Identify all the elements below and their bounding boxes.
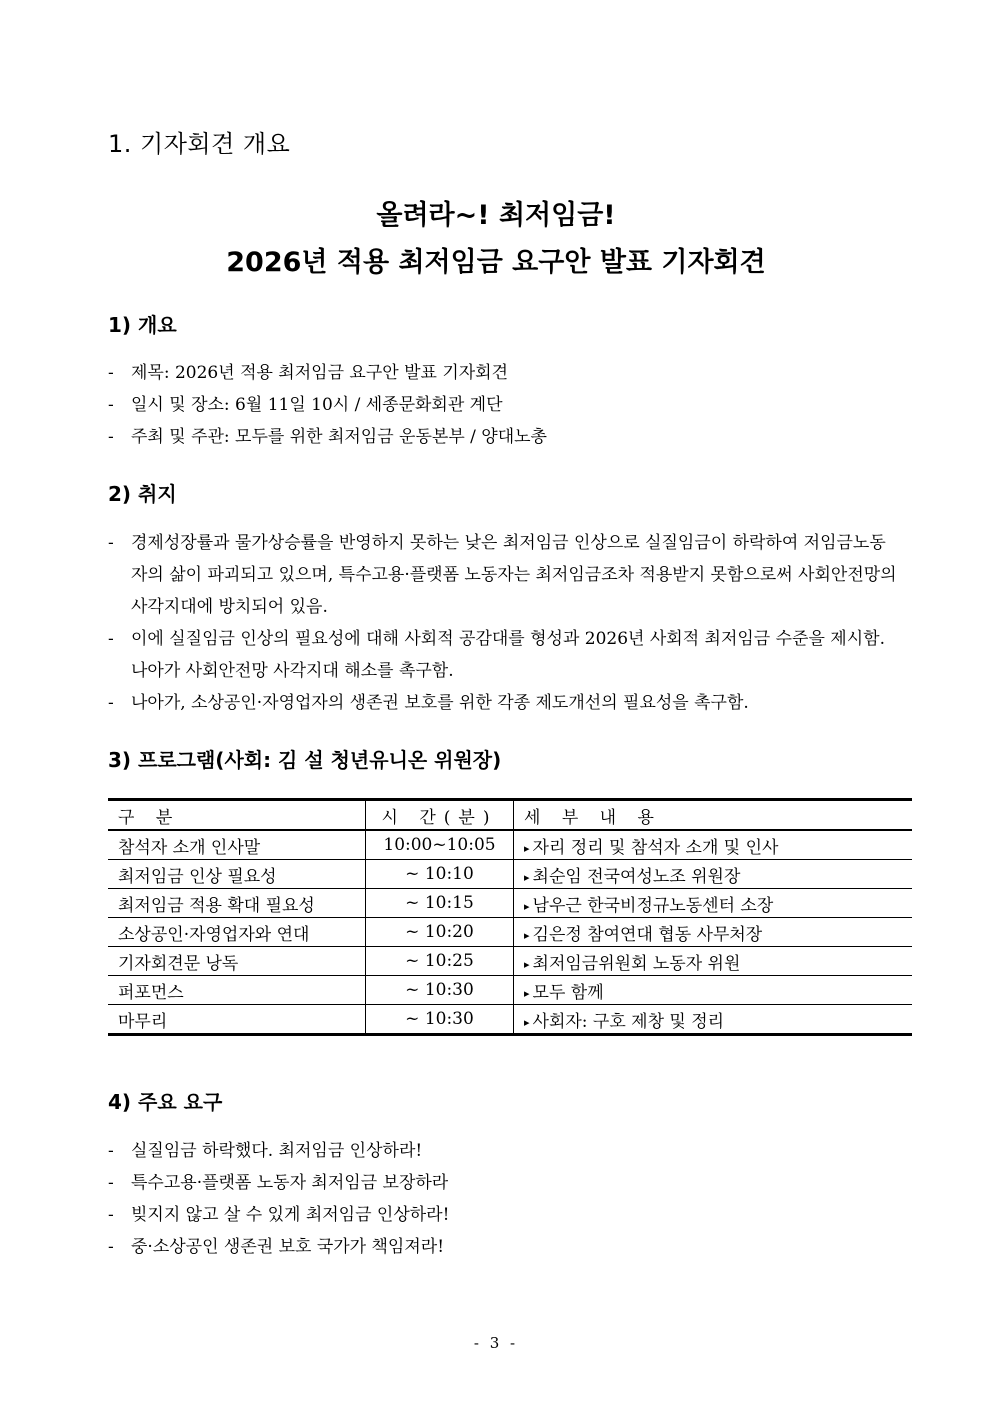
bullet-dash: -: [108, 1205, 114, 1225]
list-item: [108, 421, 898, 453]
row-detail-cell: [514, 947, 913, 976]
row-detail-cell: [514, 889, 913, 918]
row-time: 10:00~10:05: [366, 830, 514, 860]
list-item-text: 특수고용·플랫폼 노동자 최저임금 보장하라: [131, 1173, 449, 1193]
bullet-dash: -: [108, 693, 114, 713]
table-row: [108, 918, 912, 947]
row-detail-cell: [514, 1005, 913, 1035]
table-row: [108, 1005, 912, 1035]
list-item-text: 이에 실질임금 인상의 필요성에 대해 사회적 공감대를 형성과 2026년 사회적 최저임금 수준을 제시함. 나아가 사회안전망 사각지대 해소를 촉구함.: [131, 629, 885, 681]
purpose-heading: 2) 취지: [108, 482, 177, 506]
purpose-list: [108, 527, 898, 719]
triangle-marker-icon: ▸: [524, 899, 530, 913]
triangle-marker-icon: ▸: [524, 957, 530, 971]
table-row: [108, 889, 912, 918]
list-item: [108, 1199, 898, 1231]
row-detail-cell: [514, 918, 913, 947]
table-header-row: [108, 800, 912, 831]
list-item-text: 경제성장률과 물가상승률을 반영하지 못하는 낮은 최저임금 인상으로 실질임금이 하락하여 저임금노동자의 삶이 파괴되고 있으며, 특수고용·플랫폼 노동자는 최저임금조차 적용받지 못함으로써 사회안전망의 사각지대에 방치되어 있음.: [131, 533, 897, 617]
bullet-dash: -: [108, 1237, 114, 1257]
list-item-text: 중·소상공인 생존권 보호 국가가 책임져라!: [131, 1237, 445, 1257]
section-title: 1. 기자회견 개요: [108, 130, 291, 158]
list-item-text: 주최 및 주관: 모두를 위한 최저임금 운동본부 / 양대노총: [131, 427, 547, 447]
row-detail: 김은정 참여연대 협동 사무처장: [532, 924, 763, 945]
triangle-marker-icon: ▸: [524, 986, 530, 1000]
bullet-dash: -: [108, 395, 114, 415]
triangle-marker-icon: ▸: [524, 841, 530, 855]
row-item: 기자회견문 낭독: [108, 947, 366, 976]
triangle-marker-icon: ▸: [524, 1015, 530, 1029]
list-item: [108, 687, 898, 719]
row-detail: 사회자: 구호 제창 및 정리: [532, 1011, 725, 1032]
demands-heading: 4) 주요 요구: [108, 1090, 223, 1114]
list-item-text: 실질임금 하락했다. 최저임금 인상하라!: [131, 1141, 423, 1161]
row-time: ~ 10:30: [366, 976, 514, 1005]
overview-list: [108, 357, 898, 453]
overview-heading: 1) 개요: [108, 313, 177, 337]
list-item: [108, 357, 898, 389]
bullet-dash: -: [108, 363, 114, 383]
column-header-category: 구 분: [108, 800, 366, 831]
table-row: [108, 947, 912, 976]
page-number: - 3 -: [473, 1334, 519, 1352]
table-row: [108, 976, 912, 1005]
row-item: 참석자 소개 인사말: [108, 830, 366, 860]
list-item: [108, 527, 898, 623]
main-title-line1: 올려라~! 최저임금!: [376, 200, 616, 231]
row-item: 퍼포먼스: [108, 976, 366, 1005]
row-time: ~ 10:10: [366, 860, 514, 889]
row-detail: 최순임 전국여성노조 위원장: [532, 866, 741, 887]
row-detail-cell: [514, 830, 913, 860]
row-time: ~ 10:20: [366, 918, 514, 947]
main-title-line2: 2026년 적용 최저임금 요구안 발표 기자회견: [226, 247, 766, 278]
column-header-time: 시 간(분): [366, 800, 514, 831]
row-item: 최저임금 인상 필요성: [108, 860, 366, 889]
list-item: [108, 1135, 898, 1167]
list-item-text: 제목: 2026년 적용 최저임금 요구안 발표 기자회견: [131, 363, 509, 383]
bullet-dash: -: [108, 427, 114, 447]
table-row: [108, 860, 912, 889]
program-heading: 3) 프로그램(사회: 김 설 청년유니온 위원장): [108, 748, 502, 772]
list-item: [108, 1167, 898, 1199]
column-header-detail: 세 부 내 용: [514, 800, 913, 831]
table-row: [108, 830, 912, 860]
bullet-dash: -: [108, 1141, 114, 1161]
row-item: 최저임금 적용 확대 필요성: [108, 889, 366, 918]
demands-list: [108, 1135, 898, 1263]
row-detail-cell: [514, 860, 913, 889]
row-detail-cell: [514, 976, 913, 1005]
bullet-dash: -: [108, 629, 114, 649]
list-item-text: 나아가, 소상공인·자영업자의 생존권 보호를 위한 각종 제도개선의 필요성을 촉구함.: [131, 693, 749, 713]
program-table: [108, 798, 912, 1036]
bullet-dash: -: [108, 533, 114, 553]
bullet-dash: -: [108, 1173, 114, 1193]
list-item: [108, 1231, 898, 1263]
triangle-marker-icon: ▸: [524, 928, 530, 942]
row-detail: 모두 함께: [532, 982, 604, 1003]
row-item: 마무리: [108, 1005, 366, 1035]
row-detail: 남우근 한국비정규노동센터 소장: [532, 895, 774, 916]
row-time: ~ 10:30: [366, 1005, 514, 1035]
list-item-text: 빚지지 않고 살 수 있게 최저임금 인상하라!: [131, 1205, 450, 1225]
triangle-marker-icon: ▸: [524, 870, 530, 884]
row-time: ~ 10:25: [366, 947, 514, 976]
row-detail: 자리 정리 및 참석자 소개 및 인사: [532, 837, 779, 858]
list-item: [108, 623, 898, 687]
row-time: ~ 10:15: [366, 889, 514, 918]
row-detail: 최저임금위원회 노동자 위원: [532, 953, 741, 974]
list-item: [108, 389, 898, 421]
list-item-text: 일시 및 장소: 6월 11일 10시 / 세종문화회관 계단: [131, 395, 503, 415]
row-item: 소상공인·자영업자와 연대: [108, 918, 366, 947]
